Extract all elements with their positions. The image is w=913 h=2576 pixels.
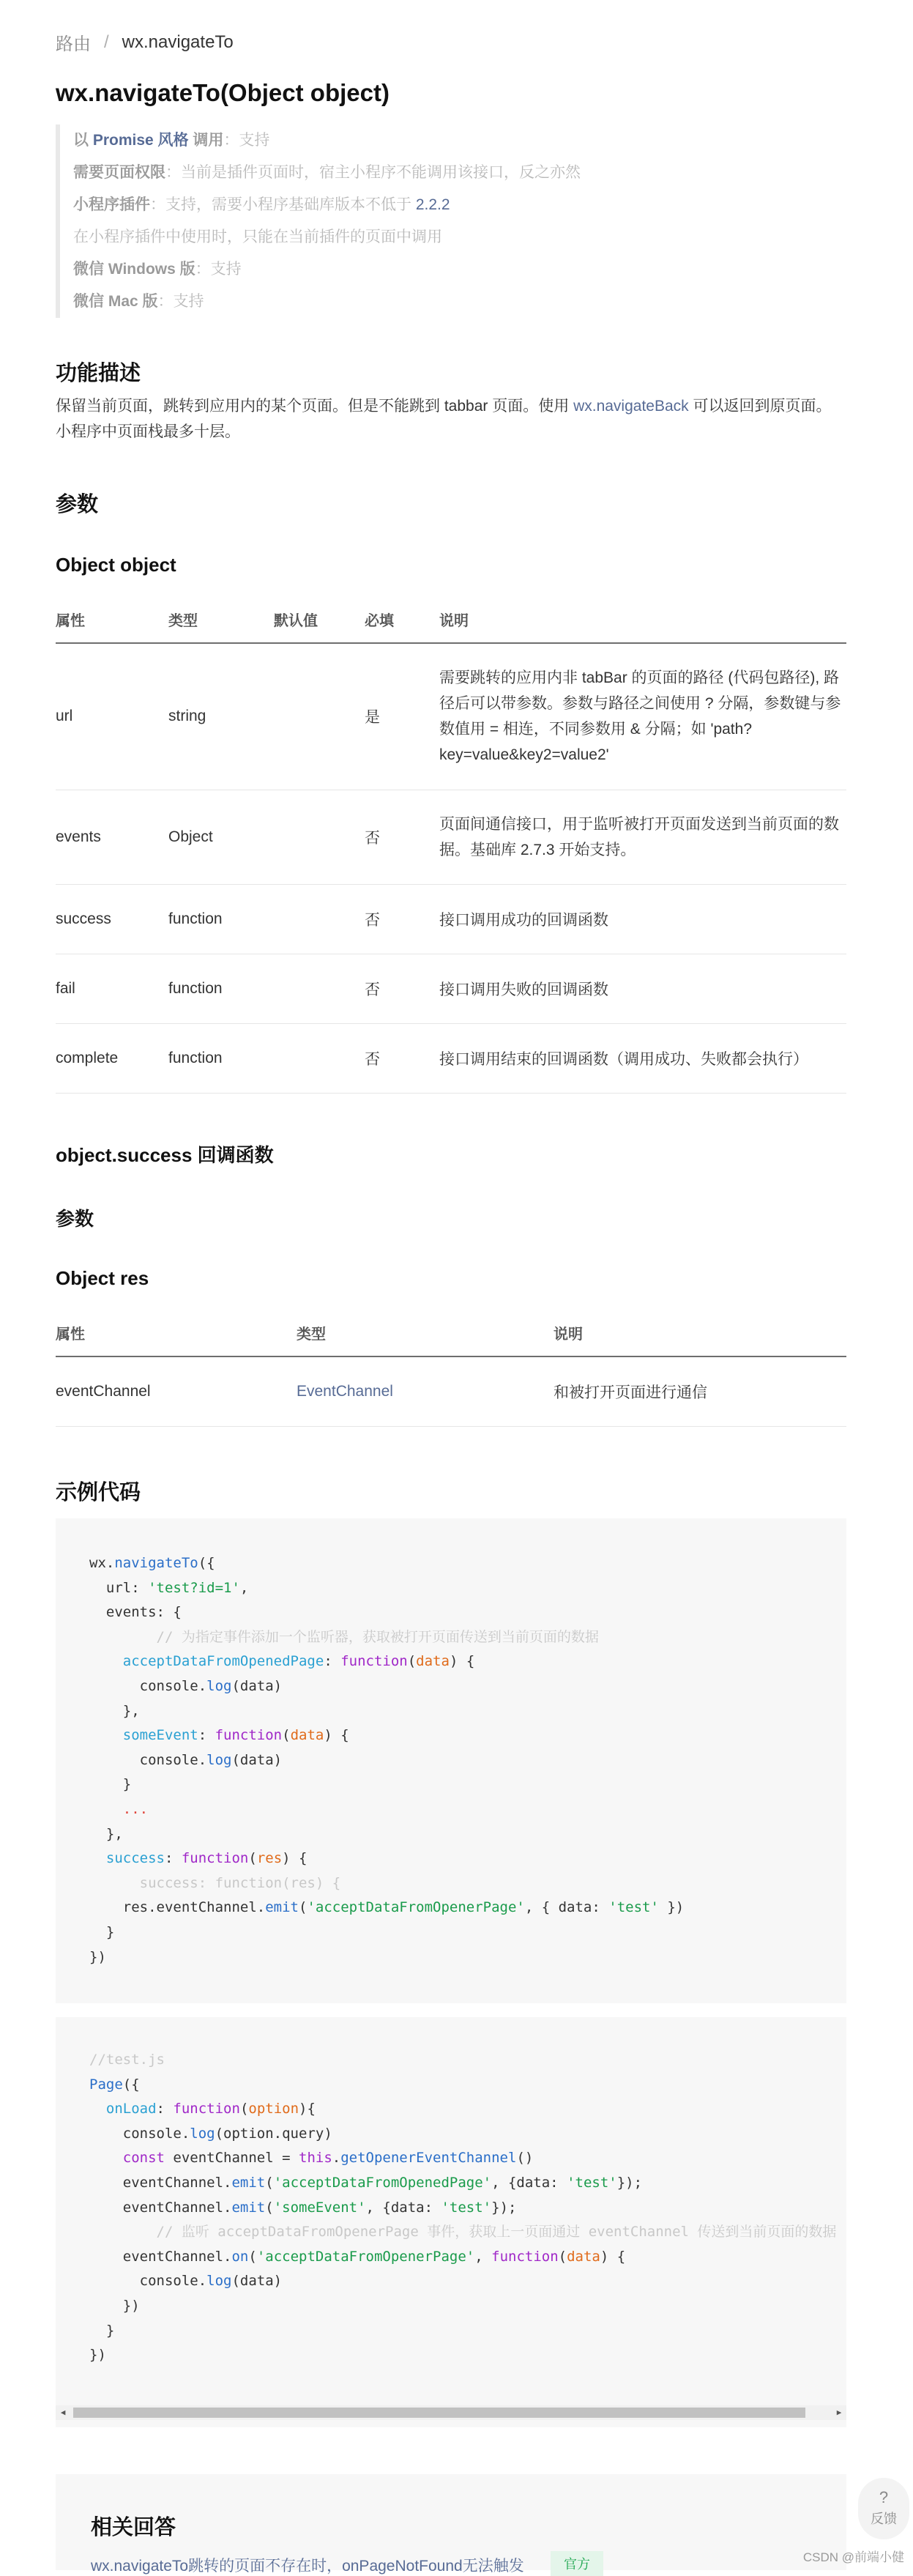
code-line: ... <box>122 1800 149 1817</box>
param-required: 否 <box>365 1023 439 1093</box>
description-text-part2: 可以返回到原页面。 <box>693 398 832 415</box>
res-table <box>56 1309 846 1427</box>
code-line: eventChannel.on('acceptDataFromOpenerPage', function(data) { <box>89 2248 626 2265</box>
col-header-attr: 属性 <box>56 1309 297 1356</box>
code-line: } <box>89 2322 115 2339</box>
param-default <box>274 790 365 884</box>
code-line: const eventChannel = this.getOpenerEventChannel() <box>122 2150 534 2167</box>
col-header-required: 必填 <box>365 595 439 643</box>
param-required: 是 <box>365 643 439 790</box>
code-line: // 为指定事件添加一个监听器，获取被打开页面传送到当前页面的数据 <box>122 1628 599 1645</box>
mac-support-label: 微信 Mac 版 <box>73 293 158 310</box>
page-title: wx.navigateTo(Object object) <box>56 79 390 106</box>
param-type: function <box>168 884 274 954</box>
table-row <box>56 643 846 790</box>
code-line: }) <box>89 2347 106 2364</box>
res-table-header <box>56 1309 846 1356</box>
code-line: Page({ <box>89 2076 140 2093</box>
breadcrumb-root-link[interactable]: 路由 <box>56 34 91 54</box>
section-heading-params: 参数 <box>56 493 99 516</box>
mac-support-value: ：支持 <box>157 293 204 310</box>
code-block-1[interactable] <box>56 1518 846 2003</box>
code-line: } <box>89 1776 132 1793</box>
page-permission-label: 需要页面权限 <box>73 164 165 181</box>
param-name: url <box>56 643 168 790</box>
success-callback-heading: object.success 回调函数 <box>56 1144 274 1166</box>
code-line: } <box>89 1923 115 1940</box>
plugin-note-row: 在小程序插件中使用时，只能在当前插件的页面中调用 <box>73 229 442 245</box>
description-text-part3: 小程序中页面栈最多十层。 <box>56 423 240 440</box>
page-permission-row <box>73 157 732 189</box>
windows-support-value: ：支持 <box>195 261 242 278</box>
col-header-desc: 说明 <box>439 595 846 643</box>
param-type: string <box>168 643 274 790</box>
code-line: onLoad: function(option){ <box>105 2101 316 2117</box>
code-line: success: function(res) { <box>105 1850 308 1867</box>
plugin-support-row <box>73 189 732 221</box>
related-answer-link[interactable]: wx.navigateTo跳转的页面不存在时，onPageNotFound无法触发 <box>91 2558 524 2575</box>
table-row <box>56 790 846 884</box>
plugin-version-link[interactable]: 2.2.2 <box>415 196 450 213</box>
code-line: acceptDataFromOpenedPage: function(data) { <box>122 1653 475 1670</box>
official-badge: 官方 <box>551 2551 603 2576</box>
promise-support-row <box>73 125 732 157</box>
section-heading-example: 示例代码 <box>56 1481 141 1504</box>
code-block-1-content <box>56 1518 846 1970</box>
section-heading-description: 功能描述 <box>56 362 141 385</box>
code-line: }) <box>89 1948 106 1965</box>
code-line: }) <box>89 2297 140 2314</box>
param-required: 否 <box>365 884 439 954</box>
param-name: fail <box>56 954 168 1023</box>
code-line: wx.navigateTo({ <box>89 1555 215 1571</box>
feedback-label: 反馈 <box>871 2512 897 2526</box>
object-object-heading: Object object <box>56 554 176 576</box>
code-line: url: 'test?id=1', <box>89 1579 249 1596</box>
col-header-type: 类型 <box>297 1309 554 1356</box>
code-block-2[interactable] <box>56 2017 846 2427</box>
navigate-back-link[interactable]: wx.navigateBack <box>573 398 689 415</box>
col-header-desc: 说明 <box>554 1309 846 1356</box>
breadcrumb <box>56 29 234 55</box>
param-default <box>274 643 365 790</box>
scroll-left-arrow-icon[interactable]: ◀ <box>60 2408 66 2417</box>
param-desc: 接口调用失败的回调函数 <box>439 954 846 1023</box>
param-type: function <box>168 954 274 1023</box>
code-line: res.eventChannel.emit('acceptDataFromOpenerPage', { data: 'test' }) <box>89 1899 685 1916</box>
param-desc: 需要跳转的应用内非 tabBar 的页面的路径 (代码包路径), 路径后可以带参数。参数与路径之间使用 ? 分隔，参数键与参数值用 = 相连，不同参数用 & 分隔；如 'path?key=value&key2=value2' <box>439 643 846 790</box>
feedback-button[interactable] <box>858 2478 909 2539</box>
windows-support-row <box>73 253 732 286</box>
col-header-default: 默认值 <box>274 595 365 643</box>
code-line: }, <box>89 1825 123 1842</box>
param-required: 否 <box>365 790 439 884</box>
table-row <box>56 1023 846 1093</box>
code-line: console.log(option.query) <box>89 2125 332 2142</box>
related-answers <box>56 2474 846 2575</box>
page-permission-value: ：当前是插件页面时，宿主小程序不能调用该接口，反之亦然 <box>165 164 581 181</box>
windows-support-label: 微信 Windows 版 <box>73 261 195 278</box>
question-icon: ? <box>879 2488 889 2506</box>
related-answers-heading: 相关回答 <box>91 2516 176 2539</box>
param-type: function <box>168 1023 274 1093</box>
code-block-2-content <box>56 2017 846 2368</box>
horizontal-scrollbar[interactable] <box>56 2405 846 2420</box>
table-row <box>56 954 846 1023</box>
description-text-part1: 保留当前页面，跳转到应用内的某个页面。但是不能跳到 tabbar 页面。使用 <box>56 398 570 415</box>
param-default <box>274 954 365 1023</box>
promise-support-value: ：支持 <box>223 132 270 149</box>
code-line: // 监听 acceptDataFromOpenerPage 事件，获取上一页面通过 eventChannel 传送到当前页面的数据 <box>122 2224 837 2241</box>
code-line: eventChannel.emit('someEvent', {data: 'test'}); <box>89 2199 517 2216</box>
code-line: //test.js <box>89 2052 165 2068</box>
plugin-support-value: ：支持，需要小程序基础库版本不低于 <box>150 196 411 213</box>
param-required: 否 <box>365 954 439 1023</box>
description-text <box>56 393 846 445</box>
col-header-attr: 属性 <box>56 595 168 643</box>
param-type: Object <box>168 790 274 884</box>
code-line: }, <box>89 1702 140 1719</box>
code-line: success: function(res) { <box>122 1874 341 1891</box>
success-params-heading: 参数 <box>56 1208 94 1230</box>
breadcrumb-separator: / <box>104 31 109 52</box>
event-channel-link[interactable]: EventChannel <box>297 1356 554 1426</box>
code-line: console.log(data) <box>89 1751 283 1768</box>
object-res-heading: Object res <box>56 1267 149 1289</box>
scroll-right-arrow-icon[interactable]: ▶ <box>836 2408 842 2417</box>
code-line: console.log(data) <box>89 1677 283 1694</box>
scrollbar-thumb[interactable] <box>73 2408 805 2418</box>
promise-prefix: 以 <box>73 132 89 149</box>
param-name: success <box>56 884 168 954</box>
code-line: console.log(data) <box>89 2273 283 2290</box>
param-desc: 页面间通信接口，用于监听被打开页面发送到当前页面的数据。基础库 2.7.3 开始支持。 <box>439 790 846 884</box>
col-header-type: 类型 <box>168 595 274 643</box>
promise-style-link[interactable]: Promise 风格 <box>92 132 189 149</box>
res-attr-desc: 和被打开页面进行通信 <box>554 1356 846 1426</box>
code-line: eventChannel.emit('acceptDataFromOpenedPage', {data: 'test'}); <box>89 2174 643 2191</box>
code-line: someEvent: function(data) { <box>122 1727 349 1744</box>
param-default <box>274 1023 365 1093</box>
params-table <box>56 595 846 1094</box>
param-desc: 接口调用成功的回调函数 <box>439 884 846 954</box>
param-name: complete <box>56 1023 168 1093</box>
csdn-watermark: CSDN @前端小健 <box>802 2550 904 2564</box>
params-table-header <box>56 595 846 643</box>
breadcrumb-current: wx.navigateTo <box>122 31 234 52</box>
res-attr-name: eventChannel <box>56 1356 297 1426</box>
code-line: events: { <box>89 1604 182 1621</box>
table-row <box>56 884 846 954</box>
param-default <box>274 884 365 954</box>
plugin-support-label: 小程序插件 <box>73 196 150 213</box>
param-name: events <box>56 790 168 884</box>
api-support-info <box>56 125 732 318</box>
promise-call-label: 调用 <box>193 132 224 149</box>
param-desc: 接口调用结束的回调函数（调用成功、失败都会执行） <box>439 1023 846 1093</box>
table-row <box>56 1356 846 1426</box>
mac-support-row <box>73 286 732 318</box>
